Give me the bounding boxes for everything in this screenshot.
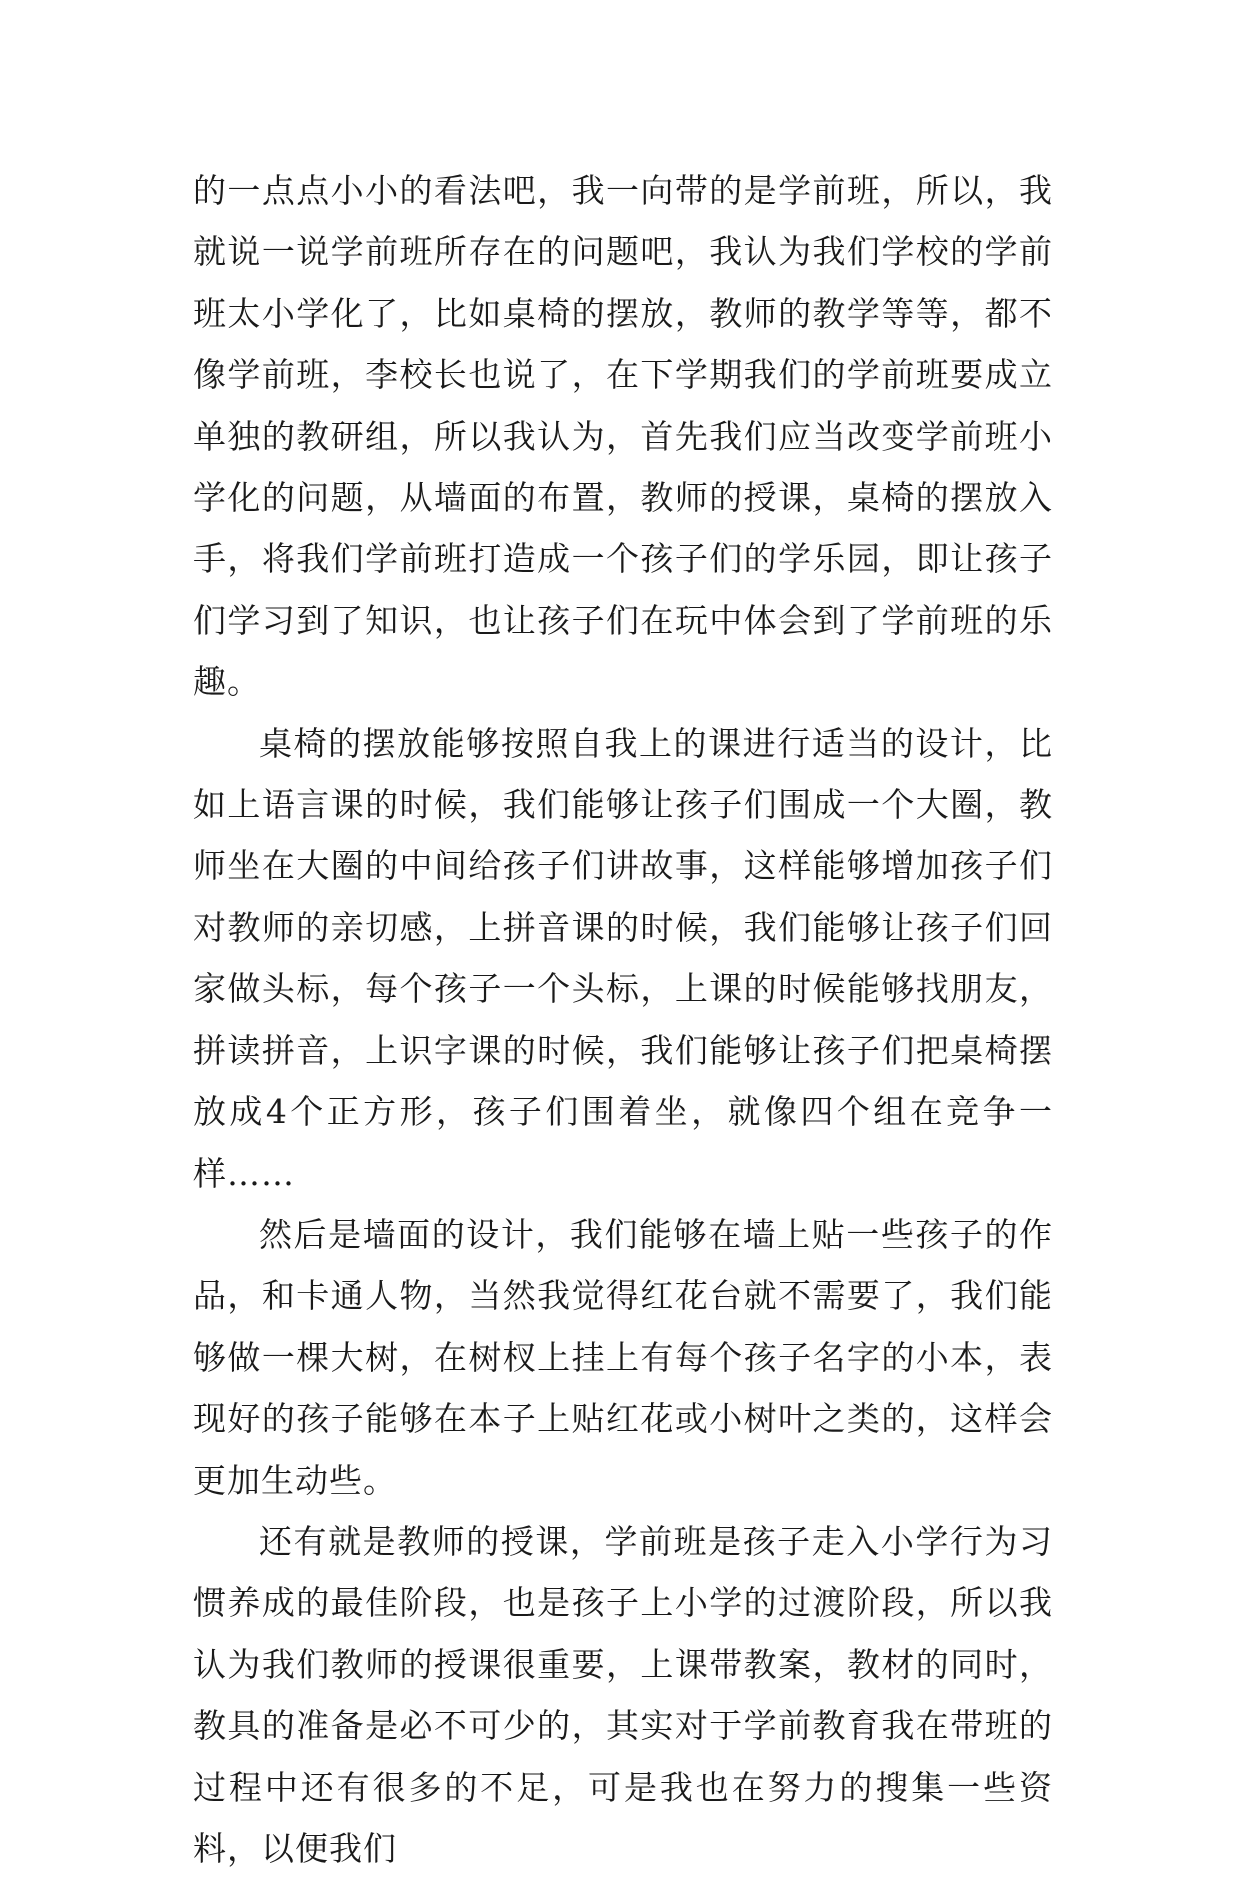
paragraph-continued: 的一点点小小的看法吧，我一向带的是学前班，所以，我就说一说学前班所存在的问题吧，我认为我们学校的学前班太小学化了，比如桌椅的摆放，教师的教学等等，都不像学前班，李校长也说了，在下学期我们的学前班要成立单独的教研组，所以我认为，首先我们应当改变学前班小学化的问题，从墙面的布置，教师的授课，桌椅的摆放入手，将我们学前班打造成一个孩子们的学乐园，即让孩子们学习到了知识，也让孩子们在玩中体会到了学前班的乐趣。 <box>193 171 1053 702</box>
paragraph-desk-arrangement: 桌椅的摆放能够按照自我上的课进行适当的设计，比如上语言课的时候，我们能够让孩子们围成一个大圈，教师坐在大圈的中间给孩子们讲故事，这样能够增加孩子们对教师的亲切感，上拼音课的时候，我们能够让孩子们回家做头标，每个孩子一个头标，上课的时候能够找朋友，拼读拼音，上识字课的时候，我们能够让孩子们把桌椅摆放成4个正方形，孩子们围着坐，就像四个组在竞争一样…… <box>193 723 1053 1193</box>
paragraph-teaching: 还有就是教师的授课，学前班是孩子走入小学行为习惯养成的最佳阶段，也是孩子上小学的过渡阶段，所以我认为我们教师的授课很重要，上课带教案，教材的同时，教具的准备是必不可少的，其实对于学前教育我在带班的过程中还有很多的不足，可是我也在努力的搜集一些资料，以便我们 <box>193 1521 1053 1868</box>
paragraph-wall-design: 然后是墙面的设计，我们能够在墙上贴一些孩子的作品，和卡通人物，当然我觉得红花台就不需要了，我们能够做一棵大树，在树杈上挂上有每个孩子名字的小本，表现好的孩子能够在本子上贴红花或小树叶之类的，这样会更加生动些。 <box>193 1214 1053 1500</box>
document-body <box>193 160 1053 1879</box>
